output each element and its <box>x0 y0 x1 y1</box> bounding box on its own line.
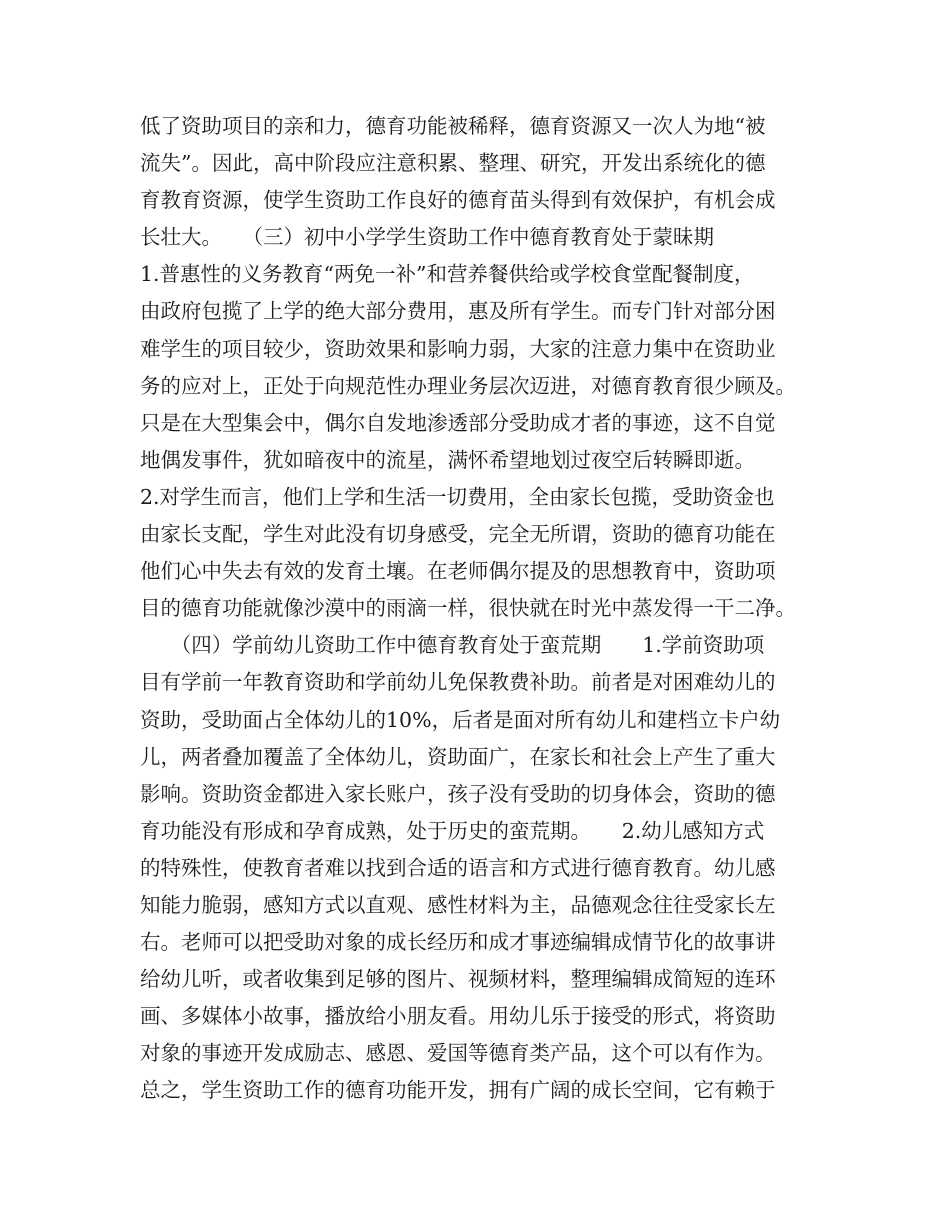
text-line: 影响。资助资金都进入家长账户，孩子没有受助的切身体会，资助的德 <box>140 781 776 806</box>
text-line: 他们心中失去有效的发育土壤。在老师偶尔提及的思想教育中，资助项 <box>140 559 776 584</box>
text-line: 的特殊性，使教育者难以找到合适的语言和方式进行德育教育。幼儿感 <box>140 855 776 880</box>
text-line: 资助，受助面占全体幼儿的10%，后者是面对所有幼儿和建档立卡户幼 <box>140 707 781 732</box>
text-line: 难学生的项目较少，资助效果和影响力弱，大家的注意力集中在资助业 <box>140 336 776 361</box>
text-line: 知能力脆弱，感知方式以直观、感性材料为主，品德观念往往受家长左 <box>140 892 776 917</box>
text-line: 对象的事迹开发成励志、感恩、爱国等德育类产品，这个可以有作为。 <box>140 1041 776 1066</box>
text-line: 流失”。因此，高中阶段应注意积累、整理、研究，开发出系统化的德 <box>140 151 766 176</box>
text-line: 给幼儿听，或者收集到足够的图片、视频材料，整理编辑成简短的连环 <box>140 967 776 992</box>
text-line: （四）学前幼儿资助工作中德育教育处于蛮荒期 1.学前资助项 <box>140 633 765 658</box>
text-line: 总之，学生资助工作的德育功能开发，拥有广阔的成长空间，它有赖于 <box>140 1078 776 1103</box>
text-line: 儿，两者叠加覆盖了全体幼儿，资助面广，在家长和社会上产生了重大 <box>140 744 776 769</box>
text-line: 2.对学生而言，他们上学和生活一切费用，全由家长包揽，受助资金也 <box>140 484 775 509</box>
text-line: 地偶发事件，犹如暗夜中的流星，满怀希望地划过夜空后转瞬即逝。 <box>140 447 755 472</box>
text-line: 只是在大型集会中，偶尔自发地渗透部分受助成才者的事迹，这不自觉 <box>140 410 776 435</box>
text-line: 育功能没有形成和孕育成熟，处于历史的蛮荒期。 2.幼儿感知方式 <box>140 818 765 843</box>
text-line: 育教育资源，使学生资助工作良好的德育苗头得到有效保护，有机会成 <box>140 188 776 213</box>
text-line: 目有学前一年教育资助和学前幼儿免保教费补助。前者是对困难幼儿的 <box>140 670 776 695</box>
text-line: 右。老师可以把受助对象的成长经历和成才事迹编辑成情节化的故事讲 <box>140 930 776 955</box>
text-line: 画、多媒体小故事，播放给小朋友看。用幼儿乐于接受的形式，将资助 <box>140 1004 776 1029</box>
body-text <box>140 108 830 1110</box>
text-line: 由政府包揽了上学的绝大部分费用，惠及所有学生。而专门针对部分困 <box>140 299 776 324</box>
text-line: 长壮大。 （三）初中小学学生资助工作中德育教育处于蒙昧期 <box>140 225 714 250</box>
text-line: 务的应对上，正处于向规范性办理业务层次迈进，对德育教育很少顾及。 <box>140 373 796 398</box>
text-line: 由家长支配，学生对此没有切身感受，完全无所谓，资助的德育功能在 <box>140 522 776 547</box>
text-line: 低了资助项目的亲和力，德育功能被稀释，德育资源又一次人为地“被 <box>140 114 766 138</box>
text-line: 1.普惠性的义务教育“两免一补”和营养餐供给或学校食堂配餐制度， <box>140 262 755 287</box>
text-line: 目的德育功能就像沙漠中的雨滴一样，很快就在时光中蒸发得一干二净。 <box>140 596 796 621</box>
